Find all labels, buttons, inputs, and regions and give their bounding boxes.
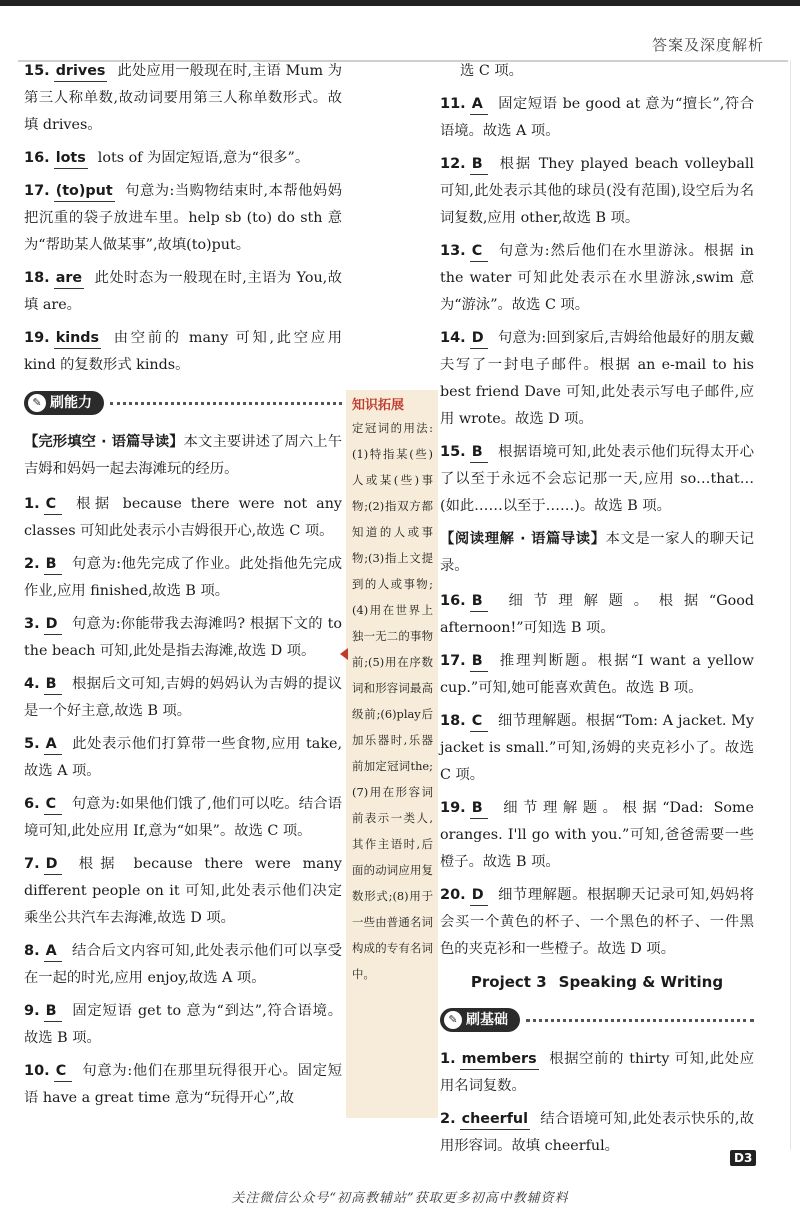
continued-text: 选 C 项。 (460, 63, 523, 79)
item-number: 17. (24, 183, 50, 199)
answer-item (440, 238, 754, 319)
item-explanation: lots of 为固定短语,意为“很多”。 (97, 150, 310, 166)
item-explanation: 根据 because there were not any classes 可知此处表示小吉姆很开心,故选 C 项。 (24, 496, 342, 539)
section-badge (24, 391, 104, 415)
item-answer: are (54, 268, 84, 289)
item-answer: C (44, 494, 62, 515)
section-header-basics (440, 1006, 754, 1034)
item-number: 13. (440, 243, 466, 259)
answer-item (440, 325, 754, 433)
item-number: 20. (440, 887, 466, 903)
item-number: 18. (24, 270, 50, 286)
right-items-a (440, 91, 754, 520)
item-explanation: 此处表示他们打算带一些食物,应用 take,故选 A 项。 (24, 736, 342, 779)
item-explanation: 推理判断题。根据“I want a yellow cup.”可知,她可能喜欢黄色。故选 B 项。 (440, 653, 754, 696)
item-number: 7. (24, 856, 40, 872)
section-dotted-rule (110, 402, 342, 405)
item-number: 2. (24, 556, 40, 572)
item-explanation: 细节理解题。根据“Good afternoon!”可知选 B 项。 (440, 593, 754, 636)
item-explanation: 句意为:然后他们在水里游泳。根据 in the water 可知此处表示在水里游泳,swim 意为“游泳”。故选 C 项。 (440, 243, 754, 313)
item-explanation: 此处应用一般现在时,主语 Mum 为第三人称单数,故动词要用第三人称单数形式。故填 drives。 (24, 63, 342, 133)
item-explanation: 固定短语 get to 意为“到达”,符合语境。故选 B 项。 (24, 1003, 342, 1046)
section-label: 刷基础 (466, 1011, 508, 1028)
item-explanation: 句意为:如果他们饿了,他们可以吃。结合语境可知,此处应用 If,意为“如果”。故选 C 项。 (24, 796, 342, 839)
item-answer: D (470, 328, 488, 349)
item-answer: D (44, 614, 62, 635)
item-number: 17. (440, 653, 466, 669)
item-answer: C (54, 1061, 72, 1082)
item-number: 14. (440, 330, 466, 346)
section-badge (440, 1008, 520, 1032)
item-explanation: 细节理解题。根据聊天记录可知,妈妈将会买一个黄色的杯子、一个黑色的杯子、一件黑色的夹克衫和一些橙子。故选 D 项。 (440, 887, 754, 957)
item-answer: A (44, 941, 62, 962)
answer-item (24, 731, 342, 785)
guide-text: 本文是一家人的聊天记录。 (440, 531, 755, 574)
answer-item (24, 671, 342, 725)
answer-item (24, 178, 342, 259)
item-number: 1. (440, 1051, 456, 1067)
right-items-c (440, 1046, 754, 1160)
item-answer: D (44, 854, 62, 875)
knowledge-sidebar (346, 390, 438, 1118)
item-explanation: 细节理解题。根据“Tom: A jacket. My jacket is small.”可知,汤姆的夹克衫小了。故选 C 项。 (440, 713, 754, 783)
item-number: 9. (24, 1003, 40, 1019)
item-number: 12. (440, 156, 466, 172)
item-explanation: 句意为:当购物结束时,本帮他妈妈把沉重的袋子放进车里。help sb (to) do sth 意为“帮助某人做某事”,故填(to)put。 (24, 183, 342, 253)
item-explanation: 根据后文可知,吉姆的妈妈认为吉姆的提议是一个好主意,故选 B 项。 (24, 676, 342, 719)
item-explanation: 句意为:你能带我去海滩吗? 根据下文的 to the beach 可知,此处是指去海滩,故选 D 项。 (24, 616, 342, 659)
sidebar-pointer-icon (340, 648, 348, 660)
item-answer: B (470, 154, 488, 175)
item-answer: C (44, 794, 62, 815)
sidebar-title: 知识拓展 (352, 398, 405, 413)
guide-text: 本文主要讲述了周六上午吉姆和妈妈一起去海滩玩的经历。 (24, 434, 343, 477)
answer-item (24, 938, 342, 992)
item-explanation: 固定短语 be good at 意为“擅长”,符合语境。故选 A 项。 (440, 96, 754, 139)
project-label: Project 3 (470, 973, 547, 991)
answer-item (440, 795, 754, 876)
answer-item (24, 58, 342, 139)
item-answer: drives (54, 61, 108, 82)
item-number: 8. (24, 943, 40, 959)
item-answer: kinds (54, 328, 101, 349)
answer-item (440, 151, 754, 232)
footer-note: 关注微信公众号“初高教辅站”获取更多初高中教辅资料 (231, 1191, 569, 1206)
item-explanation: 句意为:回到家后,吉姆给他最好的朋友戴夫写了一封电子邮件。根据 an e-mail to his best friend Dave 可知,此处表示写电子邮件,应用 wrote。故选 D 项。 (440, 330, 754, 427)
answer-item (24, 265, 342, 319)
answer-item (440, 91, 754, 145)
answer-item (440, 708, 754, 789)
pen-icon: ✎ (28, 394, 46, 412)
item-answer: B (470, 651, 488, 672)
item-answer: B (470, 591, 488, 612)
item-number: 5. (24, 736, 40, 752)
answer-item (24, 611, 342, 665)
answer-item (24, 998, 342, 1052)
item-explanation: 根据语境可知,此处表示他们玩得太开心了以至于永远不会忘记那一天,应用 so…that…(如此……以至于……)。故选 B 项。 (440, 444, 754, 514)
sidebar-text: 定冠词的用法:(1)特指某(些)人或某(些)事物;(2)指双方都知道的人或事物;(3)指上文提到的人或事物;(4)用在世界上独一无二的事物前;(5)用在序数词和形容词最高级前;(6)play后加乐器时,乐器前加定冠词the;(7)用在形容词前表示一类人,其作主语时,后面的动词应用复数形式;(8)用于一些由普通名词构成的专有名词中。 (352, 421, 433, 981)
item-number: 15. (440, 444, 466, 460)
item-explanation: 根据 They played beach volleyball 可知,此处表示其他的球员(没有范围),设空后为名词复数,应用 other,故选 B 项。 (440, 156, 754, 226)
pen-icon: ✎ (444, 1011, 462, 1029)
item-explanation: 细节理解题。根据“Dad: Some oranges. I'll go with you.”可知,爸爸需要一些橙子。故选 B 项。 (440, 800, 754, 870)
item-explanation: 结合后文内容可知,此处表示他们可以享受在一起的时光,应用 enjoy,故选 A 项。 (24, 943, 342, 986)
item-explanation: 根据 because there were many different people on it 可知,此处表示他们决定乘坐公共汽车去海滩,故选 D 项。 (24, 856, 342, 926)
answer-item (440, 882, 754, 963)
item-answer: A (44, 734, 62, 755)
item-number: 15. (24, 63, 50, 79)
answer-item (24, 325, 342, 379)
answer-item (440, 648, 754, 702)
guide-tag: 【完形填空 · 语篇导读】 (24, 434, 184, 450)
item-answer: B (470, 798, 488, 819)
cloze-guide (24, 429, 342, 483)
answer-item (24, 791, 342, 845)
page-header-title: 答案及深度解析 (651, 36, 764, 54)
item-explanation: 句意为:他先完成了作业。此处指他先完成作业,应用 finished,故选 B 项。 (24, 556, 342, 599)
section-dotted-rule (526, 1019, 754, 1022)
item-answer: B (44, 1001, 62, 1022)
left-items-a (24, 58, 342, 379)
answer-item (24, 851, 342, 932)
item-answer: B (44, 554, 62, 575)
item-answer: C (470, 241, 488, 262)
item-explanation: 此处时态为一般现在时,主语为 You,故填 are。 (24, 270, 342, 313)
reading-guide (440, 526, 754, 580)
item-answer: C (470, 711, 488, 732)
guide-tag: 【阅读理解 · 语篇导读】 (440, 531, 606, 547)
item-explanation: 由空前的 many 可知,此空应用 kind 的复数形式 kinds。 (24, 330, 342, 373)
answer-item (24, 145, 342, 172)
item-answer: members (460, 1049, 539, 1070)
item-explanation: 句意为:他们在那里玩得很开心。固定短语 have a great time 意为“玩得开心”,故 (24, 1063, 342, 1106)
page-edge (790, 60, 791, 1150)
item-answer: B (44, 674, 62, 695)
item-number: 4. (24, 676, 40, 692)
item-number: 19. (440, 800, 466, 816)
item-number: 6. (24, 796, 40, 812)
item-answer: B (470, 442, 488, 463)
answer-item (440, 1106, 754, 1160)
item-number: 1. (24, 496, 40, 512)
page-number: D3 (730, 1150, 756, 1166)
item-explanation: 结合语境可知,此处表示快乐的,故用形容词。故填 cheerful。 (440, 1111, 754, 1154)
section-header-ability (24, 389, 342, 417)
project-heading (440, 969, 754, 996)
item-explanation: 根据空前的 thirty 可知,此处应用名词复数。 (440, 1051, 754, 1094)
left-column (24, 58, 342, 1118)
item-answer: D (470, 885, 488, 906)
item-number: 3. (24, 616, 40, 632)
item-number: 16. (24, 150, 50, 166)
top-edge-bar (0, 0, 800, 6)
item-number: 18. (440, 713, 466, 729)
item-answer: (to)put (54, 181, 115, 202)
answer-item (24, 551, 342, 605)
answer-item (24, 1058, 342, 1112)
section-label: 刷能力 (50, 394, 92, 411)
right-column (440, 58, 754, 1166)
item-number: 10. (24, 1063, 50, 1079)
item-number: 19. (24, 330, 50, 346)
answer-item (24, 491, 342, 545)
item-answer: lots (54, 148, 88, 169)
project-title: Speaking & Writing (558, 973, 724, 991)
answer-item (440, 588, 754, 642)
item-answer: cheerful (460, 1109, 530, 1130)
answer-item (440, 1046, 754, 1100)
item-number: 2. (440, 1111, 456, 1127)
item-answer: A (470, 94, 488, 115)
item-number: 16. (440, 593, 466, 609)
item-number: 11. (440, 96, 466, 112)
answer-item (440, 439, 754, 520)
right-items-b (440, 588, 754, 963)
left-items-b (24, 491, 342, 1112)
